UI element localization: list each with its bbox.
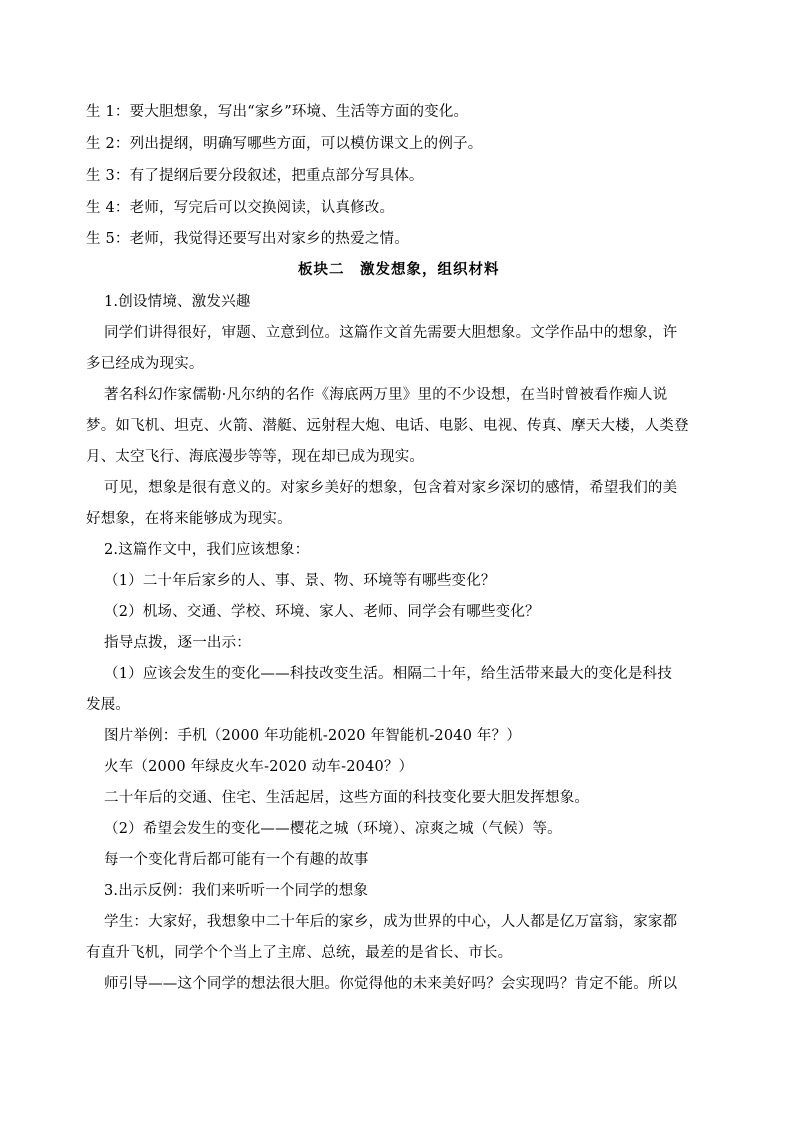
student-response-5: 生 5：老师，我觉得还要写出对家乡的热爱之情。 [86, 231, 409, 247]
section-2-heading: 2.这篇作文中，我们应该想象： [104, 542, 310, 558]
student-quote-line-1: 学生：大家好，我想象中二十年后的家乡，成为世界的中心，人人都是亿万富翁，家家都 [104, 914, 678, 930]
answer-1-line-1: （1）应该会发生的变化——科技改变生活。相隔二十年，给生活带来最大的变化是科技 [104, 666, 673, 682]
paragraph-1-line-1: 同学们讲得很好，审题、立意到位。这篇作文首先需要大胆想象。文学作品中的想象，许 [104, 325, 678, 341]
paragraph-2-line-3: 月、太空飞行、海底漫步等等，现在却已成为现实。 [86, 449, 425, 465]
paragraph-2-line-1: 著名科幻作家儒勒·凡尔纳的名作《海底两万里》里的不少设想，在当时曾被看作痴人说 [104, 387, 668, 403]
paragraph-3-line-2: 好想象，在将来能够成为现实。 [86, 511, 292, 527]
answer-2: （2）希望会发生的变化——樱花之城（环境）、凉爽之城（气候）等。 [104, 821, 562, 837]
student-response-3: 生 3：有了提纲后要分段叙述，把重点部分写具体。 [86, 168, 424, 184]
guidance-line: 指导点拨，逐一出示： [104, 635, 251, 651]
example-train: 火车（2000 年绿皮火车-2020 动车-2040？） [104, 759, 414, 775]
teacher-guidance-line-1: 师引导——这个同学的想法很大胆。你觉得他的未来美好吗？会实现吗？肯定不能。所以 [104, 976, 678, 992]
paragraph-1-line-2: 多已经成为现实。 [86, 356, 204, 372]
section-3-heading: 3.出示反例：我们来听听一个同学的想象 [104, 883, 369, 899]
example-phone: 图片举例：手机（2000 年功能机-2020 年智能机-2040 年？） [104, 728, 522, 744]
student-response-4: 生 4：老师，写完后可以交换阅读，认真修改。 [86, 200, 395, 216]
section-title: 板块二 激发想象，组织材料 [298, 261, 500, 278]
story-line: 每一个变化背后都可能有一个有趣的故事 [104, 852, 369, 868]
question-1: （1）二十年后家乡的人、事、景、物、环境等有哪些变化？ [104, 573, 496, 589]
student-response-1: 生 1：要大胆想象，写出“家乡”环境、生活等方面的变化。 [86, 104, 469, 120]
question-2: （2）机场、交通、学校、环境、家人、老师、同学会有哪些变化？ [104, 604, 540, 620]
section-1-heading: 1.创设情境、激发兴趣 [104, 294, 251, 310]
student-response-2: 生 2：列出提纲，明确写哪些方面，可以模仿课文上的例子。 [86, 136, 483, 152]
paragraph-2-line-2: 梦。如飞机、坦克、火箭、潜艇、远射程大炮、电话、电影、电视、传真、摩天大楼，人类登 [86, 418, 689, 434]
paragraph-3-line-1: 可见，想象是很有意义的。对家乡美好的想象，包含着对家乡深切的感情，希望我们的美 [104, 480, 678, 496]
student-quote-line-2: 有直升飞机，同学个个当上了主席、总统，最差的是省长、市长。 [86, 945, 513, 961]
answer-1-line-2: 发展。 [86, 697, 131, 713]
example-summary: 二十年后的交通、住宅、生活起居，这些方面的科技变化要大胆发挥想象。 [104, 790, 590, 806]
